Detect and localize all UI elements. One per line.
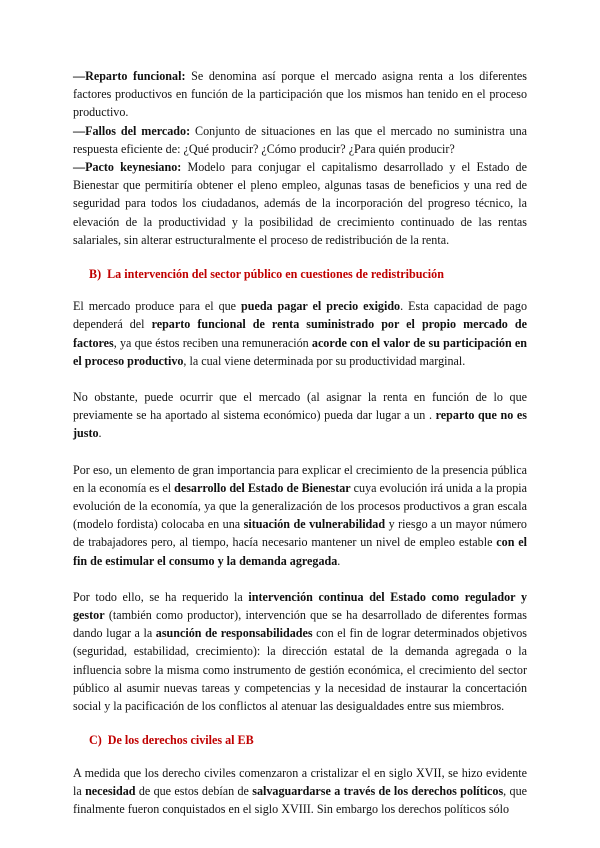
text-run: . (337, 553, 341, 568)
text-run: , la cual viene determinada por su productividad marginal. (183, 353, 466, 368)
section-b-title: La intervención del sector público en cuestiones de redistribución (107, 267, 444, 282)
text-run: No obstante, puede ocurrir que el mercado (al asignar la renta en función de lo que previamente se ha aportado al sistema económico) pueda dar lugar a un . (73, 390, 527, 423)
section-c-letter: C) (89, 733, 102, 748)
bold-run: situación de vulnerabilidad (243, 517, 386, 532)
text-run: , que finalmente fueron conquistados en el siglo XVIII. Sin embargo los derechos políticos sólo (73, 783, 527, 816)
section-b-letter: B) (89, 267, 102, 282)
section-b-paragraph-2 (73, 388, 527, 443)
bold-run: con el fin de estimular el consumo y la demanda agregada (73, 535, 527, 568)
section-c-paragraph-1 (73, 764, 527, 819)
text-run: , ya que éstos reciben una remuneración (113, 335, 312, 350)
definition-fallos-del-mercado (73, 122, 527, 158)
definition-text: Modelo para conjugar el capitalismo desarrollado y el Estado de Bienestar que permitiría obtener el pleno empleo, algunas tasas de beneficios y una red de seguridad para todos los ciudadanos, además de la incorporación del progreso técnico, la elevación de la productividad y la posibilidad de crecimiento continuado de las rentas salariales, sin alterar estructuralmente el proceso de redistribución de la renta. (73, 160, 527, 247)
text-run: cuya evolución irá unida a la propia evolución de la economía, ya que la generalización de los procesos productivos a gran escala (modelo fordista) colocaba en una (73, 480, 527, 532)
bold-run: salvaguardarse a través de los derechos políticos (252, 783, 504, 798)
text-run: con el fin de lograr determinados objetivos (seguridad, estabilidad, crecimiento): la dirección estatal de la demanda agregada o la influencia sobre la misma como instrumento de gestión económica, el crecimiento del sector público al asumir nuevas tareas y competencias y la necesidad de instaurar la concertación social y la pacificación de los conflictos al atenuar las desigualdades entre sus miembros. (73, 626, 528, 714)
bold-run: pueda pagar el precio exigido (241, 299, 401, 314)
definition-reparto-funcional (73, 67, 527, 122)
bold-run: reparto funcional de renta suministrado por el propio mercado de factores (73, 317, 527, 350)
section-b-paragraph-3 (73, 461, 527, 570)
text-run: A medida que los derecho civiles comenzaron a cristalizar el en siglo XVII, se hizo evidente la (73, 765, 527, 798)
text-run: . Esta capacidad de pago dependerá del (73, 299, 527, 332)
section-b-paragraph-4 (73, 588, 527, 715)
definition-text: Se denomina así porque el mercado asigna renta a los diferentes factores productivos en función de la participación que los mismos han tenido en el proceso productivo. (73, 69, 527, 120)
section-c-title: De los derechos civiles al EB (107, 733, 254, 748)
text-run: de que estos debían de (135, 783, 253, 798)
text-run: Por eso, un elemento de gran importancia para explicar el crecimiento de la presencia pública en la economía es el (73, 462, 527, 495)
bold-run: desarrollo del Estado de Bienestar (174, 480, 351, 495)
bold-run: reparto que no es justo (73, 408, 527, 441)
bold-run: acorde con el valor de su participación en el proceso productivo (73, 335, 527, 368)
definition-text: Conjunto de situaciones en las que el mercado no suministra una respuesta eficiente de: ¿Qué producir? ¿Cómo producir? ¿Para quién producir? (73, 123, 528, 156)
section-b-heading (73, 265, 527, 283)
text-run: . (98, 426, 102, 441)
bold-run: intervención continua del Estado como regulador y gestor (73, 589, 527, 623)
bold-run: necesidad (85, 783, 136, 798)
definition-pacto-keynesiano (73, 158, 527, 249)
text-run: Por todo ello, se ha requerido la (73, 589, 249, 604)
document-body (73, 67, 527, 818)
definition-term: —Pacto keynesiano: (73, 160, 182, 175)
text-run: El mercado produce para el que (73, 299, 242, 314)
definition-term: —Reparto funcional: (73, 69, 186, 83)
text-run: (también como productor), intervención que se ha desarrollado de diferentes formas dando lugar a la (73, 608, 527, 641)
section-b-paragraph-1 (73, 297, 527, 370)
text-run: y riesgo a un mayor número de trabajadores pero, al tiempo, hacía necesario mantener un nivel de empleo estable (73, 517, 527, 550)
definition-term: —Fallos del mercado: (73, 123, 191, 138)
bold-run: asunción de responsabilidades (155, 626, 313, 641)
section-c-heading (73, 731, 527, 749)
